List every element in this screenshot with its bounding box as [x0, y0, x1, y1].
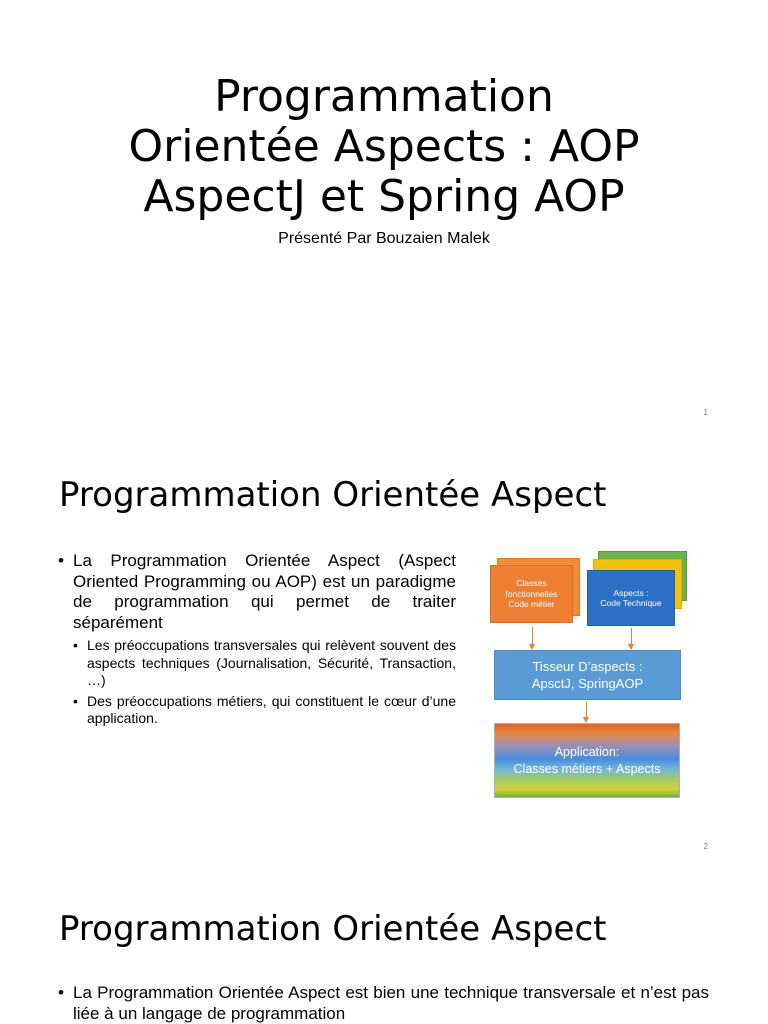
arrow-down-icon	[631, 628, 632, 649]
sub-bullet-item: • Des préoccupations métiers, qui constituent le cœur d’une application.	[73, 693, 456, 728]
box-label: Tisseur D’aspects :	[532, 659, 643, 674]
box-label: Code Technique	[600, 598, 662, 608]
bullet-item: • La Programmation Orientée Aspect est bien une technique transversale et n’est pas liée à un langage de programmation	[58, 983, 709, 1024]
slide-title: Programmation Orientée Aspect	[59, 909, 607, 949]
box-label: Code métier	[508, 599, 555, 610]
page-number: 2	[703, 842, 708, 851]
aspects-box	[587, 570, 675, 626]
presentation-title	[0, 72, 768, 222]
slide-3	[0, 867, 768, 1024]
aspect-weaver-box	[494, 650, 681, 700]
arrow-down-icon	[532, 627, 533, 649]
title-line: Orientée Aspects : AOP	[128, 121, 640, 172]
bullet-item	[58, 551, 456, 728]
box-label: Classes	[516, 578, 547, 589]
bullet-list	[58, 551, 456, 728]
box-label: fonctionnelles	[505, 588, 558, 599]
page-number: 1	[703, 408, 708, 417]
title-line: AspectJ et Spring AOP	[143, 171, 625, 222]
sub-bullet-list	[73, 637, 456, 728]
box-label: Aspects :	[613, 587, 649, 598]
box-label: Classes métiers + Aspects	[513, 761, 661, 776]
arrow-down-icon	[586, 702, 587, 722]
title-line: Programmation	[214, 71, 554, 122]
slide-title: Programmation Orientée Aspect	[59, 475, 607, 515]
functional-classes-box	[490, 565, 573, 623]
aop-weaving-diagram	[482, 543, 692, 803]
slide-1	[0, 0, 768, 432]
presenter-subtitle: Présenté Par Bouzaien Malek	[278, 230, 490, 247]
application-box	[494, 723, 680, 798]
box-label: ApsctJ, SpringAOP	[531, 676, 644, 691]
bullet-text: La Programmation Orientée Aspect (Aspect Oriented Programming ou AOP) est un paradigme de programmation qui permet de traiter séparément	[73, 551, 456, 632]
sub-bullet-item: • Les préoccupations transversales qui relèvent souvent des aspects techniques (Journalisation, Sécurité, Transaction, …)	[73, 637, 456, 690]
slide-2	[0, 433, 768, 866]
box-label: Application:	[554, 744, 620, 759]
bullet-list	[58, 983, 709, 1024]
